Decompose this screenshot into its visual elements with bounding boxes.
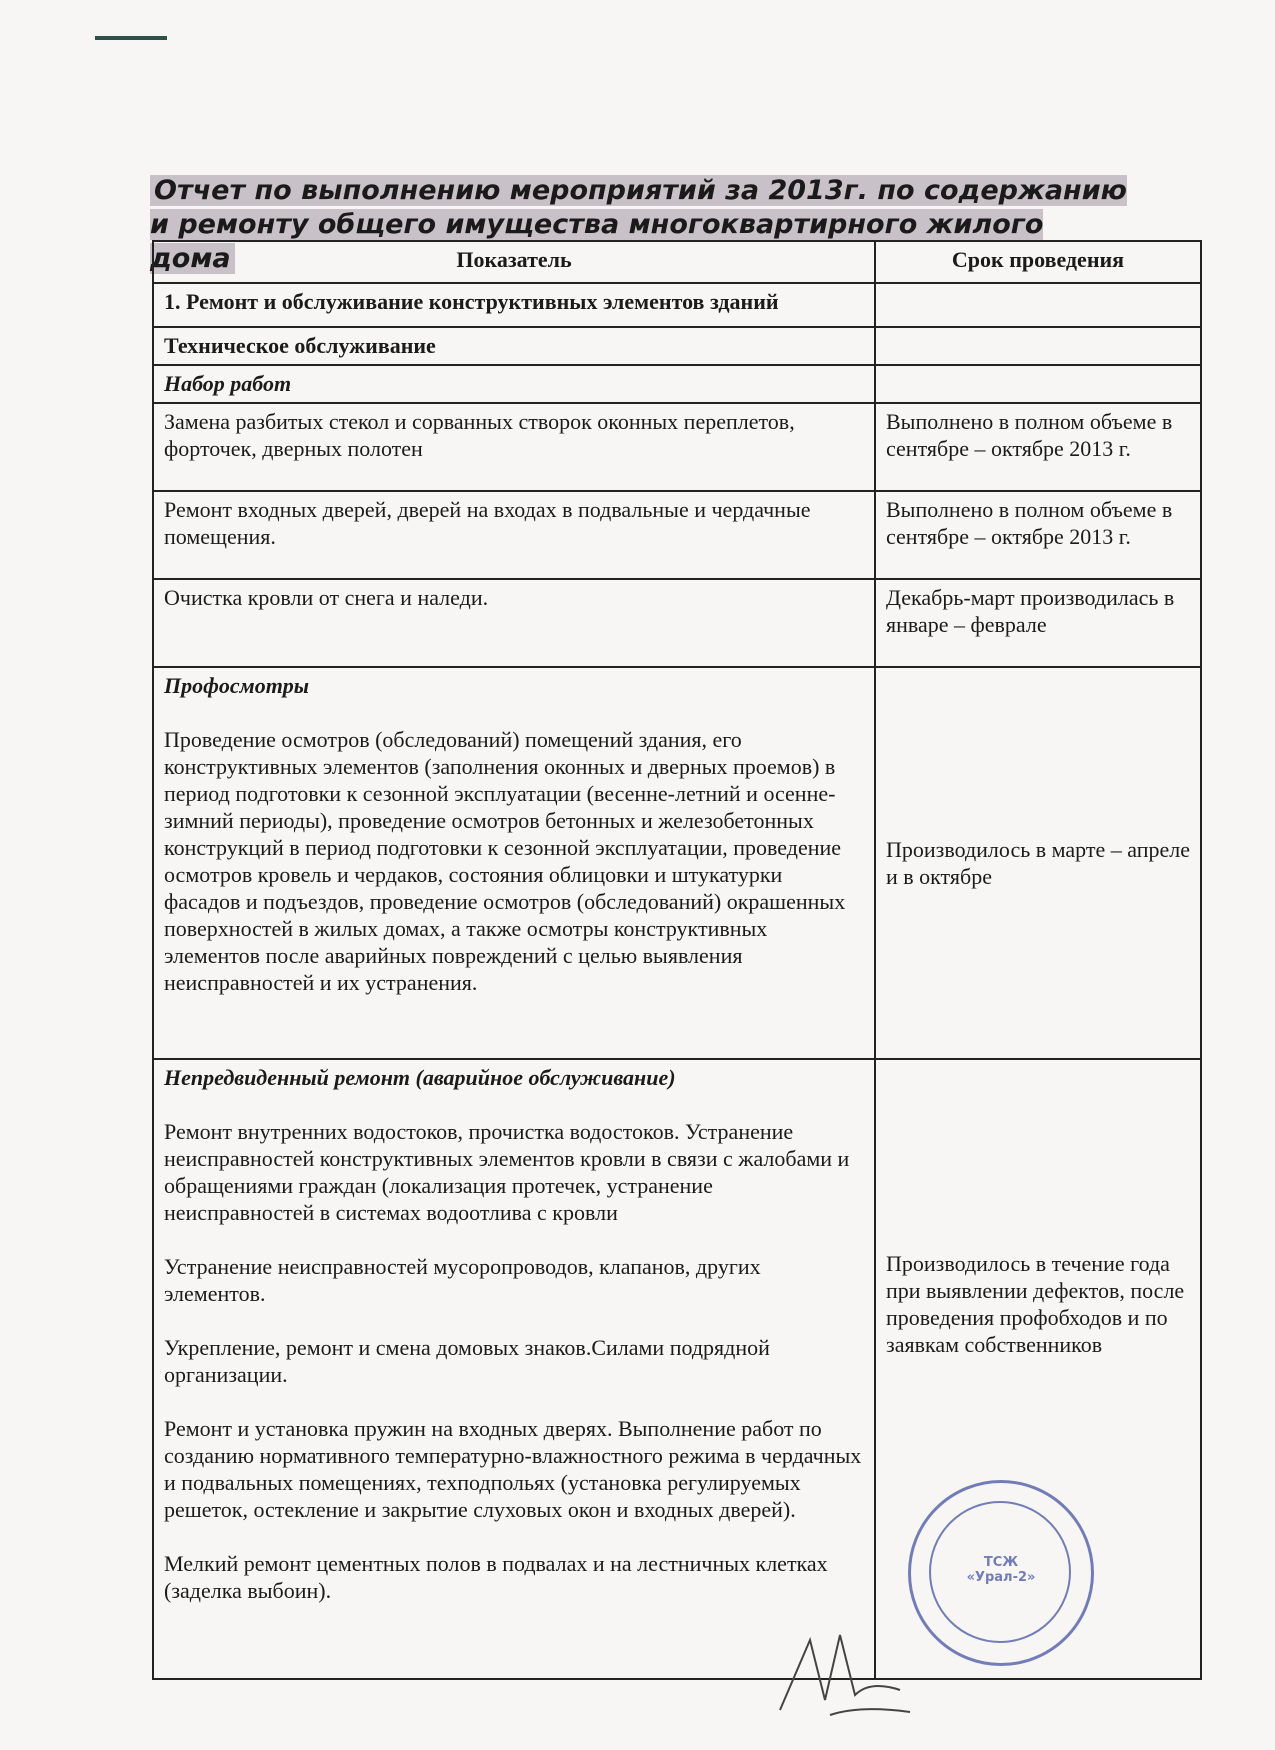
table-row xyxy=(153,365,1201,403)
tech-service-indicator: Техническое обслуживание xyxy=(153,327,875,365)
table-row xyxy=(153,491,1201,579)
inspections-period: Производилось в марте – апреле и в октябре xyxy=(875,667,1201,1059)
doors-indicator: Ремонт входных дверей, дверей на входах в подвальные и чердачные помещения. xyxy=(153,491,875,579)
section1-period xyxy=(875,283,1201,327)
report-table xyxy=(152,240,1202,1680)
table-row xyxy=(153,667,1201,1059)
header-period: Срок проведения xyxy=(875,241,1201,283)
seal-stamp xyxy=(908,1480,1094,1666)
work-set-period xyxy=(875,365,1201,403)
inspections-indicator: Проведение осмотров (обследований) помещений здания, его конструктивных элементов (заполнения оконных и дверных проемов) в период подготовки к сезонной эксплуатации (весенне-летний и осенне-зимний периоды), проведение осмотров бетонных и железобетонных конструкций в период подготовки к сезонной эксплуатации, проведение осмотров кровель и чердаков, состояния облицовки и штукатурки фасадов и подъездов, проведение осмотров (обследований) окрашенных поверхностей в жилых домах, а также осмотры конструктивных элементов после аварийных повреждений с целью выявления неисправностей и их устранения. xyxy=(164,726,846,995)
tech-service-period xyxy=(875,327,1201,365)
table-row xyxy=(153,327,1201,365)
corner-mark xyxy=(95,36,167,40)
glass-period: Выполнено в полном объеме в сентябре – октябре 2013 г. xyxy=(875,403,1201,491)
title-text: Отчет по выполнению мероприятий за 2013г. по содержанию и ремонту общего имущества многоквартирного жилого дома xyxy=(150,175,1127,274)
emergency-p1: Ремонт внутренних водостоков, прочистка водостоков. Устранение неисправностей конструктивных элементов кровли в связи с жалобами и обращениями граждан (локализация протечек, устранение неисправностей в системах водоотлива с кровли xyxy=(164,1118,850,1225)
section1-indicator: 1. Ремонт и обслуживание конструктивных элементов зданий xyxy=(153,283,875,327)
emergency-period: Производилось в течение года при выявлении дефектов, после проведения профобходов и по заявкам собственников xyxy=(886,1250,1185,1357)
glass-indicator: Замена разбитых стекол и сорванных створок оконных переплетов, форточек, дверных полотен xyxy=(153,403,875,491)
table-header-row xyxy=(153,241,1201,283)
signature-icon xyxy=(770,1620,920,1730)
roof-period: Декабрь-март производилась в январе – феврале xyxy=(875,579,1201,667)
table-row xyxy=(153,283,1201,327)
inspections-heading: Профосмотры xyxy=(164,672,310,698)
emergency-p5: Мелкий ремонт цементных полов в подвалах и на лестничных клетках (заделка выбоин). xyxy=(164,1550,828,1603)
table-row xyxy=(153,579,1201,667)
emergency-heading: Непредвиденный ремонт (аварийное обслуживание) xyxy=(164,1064,676,1090)
doors-period: Выполнено в полном объеме в сентябре – октябре 2013 г. xyxy=(875,491,1201,579)
emergency-p3: Укрепление, ремонт и смена домовых знаков.Силами подрядной организации. xyxy=(164,1334,770,1387)
seal-text: ТСЖ «Урал-2» xyxy=(966,1555,1036,1585)
emergency-p4: Ремонт и установка пружин на входных дверях. Выполнение работ по созданию нормативного температурно-влажностного режима в чердачных и подвальных помещениях, техподпольях (установка регулируемых решеток, остекление и закрытие слуховых окон и входных дверей). xyxy=(164,1415,862,1522)
inspections-cell xyxy=(153,667,875,1059)
emergency-p2: Устранение неисправностей мусоропроводов, клапанов, других элементов. xyxy=(164,1253,761,1306)
table-row xyxy=(153,403,1201,491)
work-set-indicator: Набор работ xyxy=(153,365,875,403)
header-indicator: Показатель xyxy=(153,241,875,283)
emergency-cell xyxy=(153,1059,875,1679)
roof-indicator: Очистка кровли от снега и наледи. xyxy=(153,579,875,667)
